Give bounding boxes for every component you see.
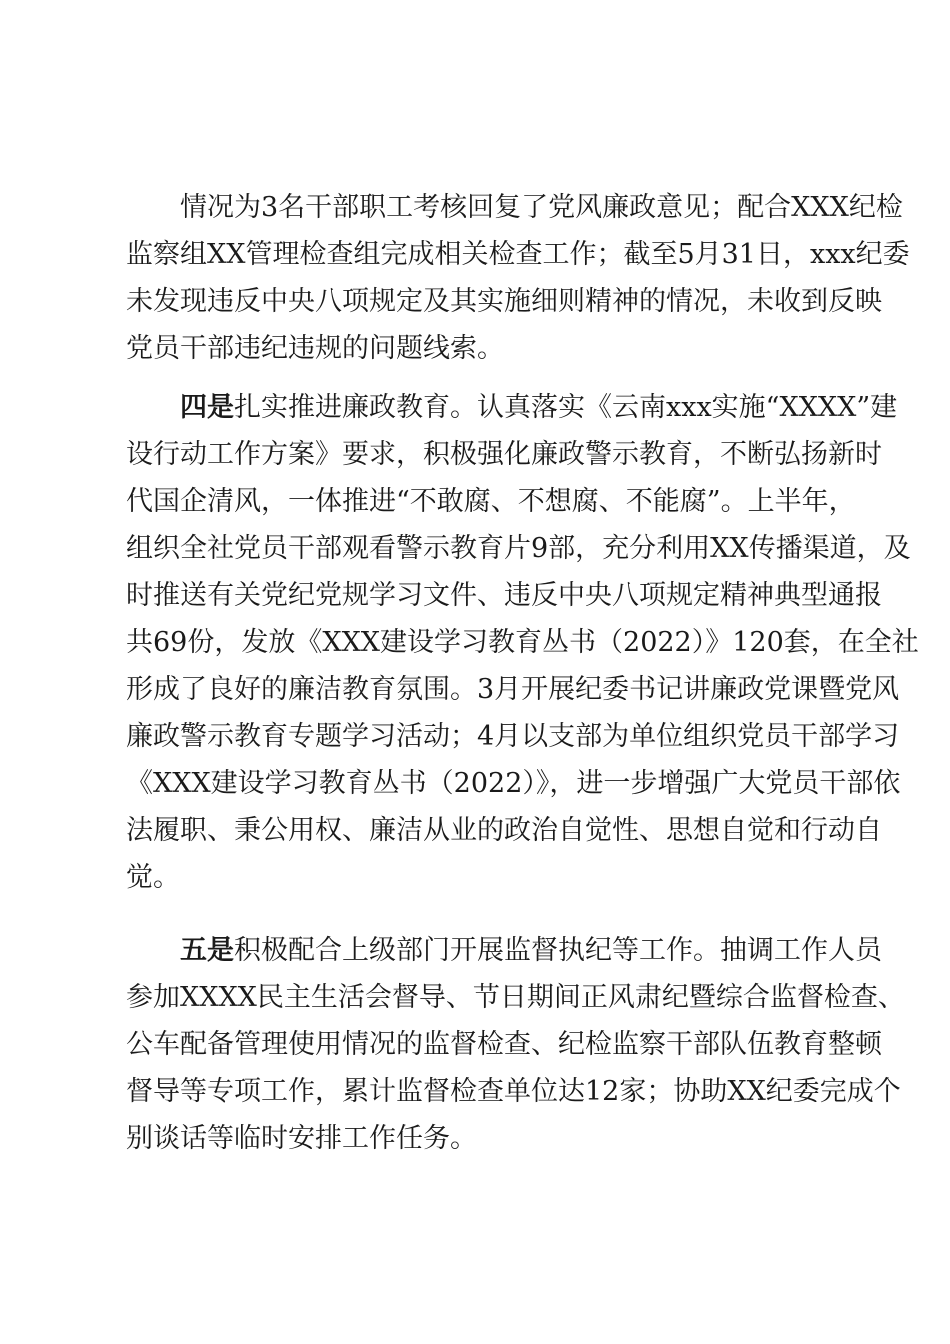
paragraph-3-line-1-text: 积极配合上级部门开展监督执纪等工作。抽调工作人员 <box>234 935 882 966</box>
paragraph-2-line-1 <box>180 385 898 431</box>
paragraph-3-lead: 五是 <box>180 935 234 966</box>
paragraph-2-line-3: 代国企清风，一体推进“不敢腐、不想腐、不能腐”。上半年， <box>126 486 856 517</box>
paragraph-1-line-4: 党员干部违纪违规的问题线索。 <box>126 333 504 364</box>
paragraph-2-line-9: 《XXX建设学习教育丛书（2022）》，进一步增强广大党员干部依 <box>126 768 901 799</box>
paragraph-1-line-1: 情况为3名干部职工考核回复了党风廉政意见；配合XXX纪检 <box>180 192 903 223</box>
paragraph-2-line-4: 组织全社党员干部观看警示教育片9部，充分利用XX传播渠道，及 <box>126 533 911 564</box>
paragraph-2-line-2: 设行动工作方案》要求，积极强化廉政警示教育，不断弘扬新时 <box>126 439 882 470</box>
paragraph-2-line-6: 共69份，发放《XXX建设学习教育丛书（2022）》120套，在全社 <box>126 627 919 658</box>
paragraph-2-line-5: 时推送有关党纪党规学习文件、违反中央八项规定精神典型通报 <box>126 580 882 611</box>
paragraph-3-line-1 <box>180 928 882 974</box>
paragraph-2-line-7: 形成了良好的廉洁教育氛围。3月开展纪委书记讲廉政党课暨党风 <box>126 674 900 705</box>
paragraph-2-line-8: 廉政警示教育专题学习活动；4月以支部为单位组织党员干部学习 <box>126 721 900 752</box>
paragraph-2-lead: 四是 <box>180 392 234 423</box>
paragraph-1-line-2: 监察组XX管理检查组完成相关检查工作；截至5月31日，xxx纪委 <box>126 239 910 270</box>
paragraph-1-line-3: 未发现违反中央八项规定及其实施细则精神的情况，未收到反映 <box>126 286 882 317</box>
paragraph-2-line-11: 觉。 <box>126 862 180 893</box>
paragraph-3-line-3: 公车配备管理使用情况的监督检查、纪检监察干部队伍教育整顿 <box>126 1029 882 1060</box>
paragraph-3-line-5: 别谈话等临时安排工作任务。 <box>126 1123 477 1154</box>
paragraph-3-line-2: 参加XXXX民主生活会督导、节日期间正风肃纪暨综合监督检查、 <box>126 982 905 1013</box>
paragraph-2-line-10: 法履职、秉公用权、廉洁从业的政治自觉性、思想自觉和行动自 <box>126 815 882 846</box>
paragraph-2-line-1-text: 扎实推进廉政教育。认真落实《云南xxx实施“XXXX”建 <box>234 392 898 423</box>
paragraph-3-line-4: 督导等专项工作，累计监督检查单位达12家；协助XX纪委完成个 <box>126 1076 901 1107</box>
